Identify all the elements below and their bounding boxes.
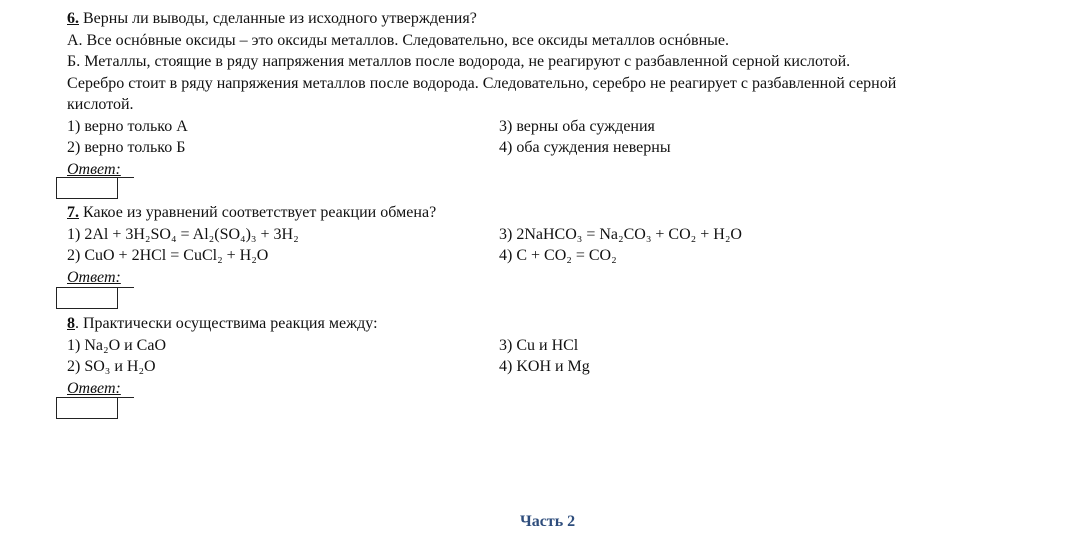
question-7-title: Какое из уравнений соответствует реакции обмена?	[79, 204, 437, 221]
question-8-option-4: 4) KOH и Mg	[499, 358, 590, 375]
question-6-answer-label: Ответ:	[67, 160, 121, 178]
question-8-option-1: 1) Na₂O и CaO	[67, 336, 167, 354]
question-6-title: Верны ли выводы, сделанные из исходного утверждения?	[79, 10, 477, 27]
question-7-answer-label: Ответ:	[67, 268, 121, 286]
question-6	[67, 8, 1047, 180]
question-8	[67, 313, 1047, 399]
question-8-title: . Практически осуществима реакция между:	[75, 315, 378, 332]
question-8-options-row-1	[67, 335, 1047, 357]
question-8-option-2: 2) SO₃ и H₂O	[67, 358, 156, 375]
question-8-option-3: 3) Cu и HCl	[499, 336, 579, 354]
question-6-title-line	[67, 8, 1047, 30]
question-7-option-3: 3) 2NaHCO₃ = Na₂CO₃ + CO₂ + H₂O	[499, 225, 742, 243]
question-6-answer-box[interactable]	[56, 177, 118, 199]
question-7-option-4: 4) C + CO₂ = CO₂	[499, 247, 617, 264]
question-6-statement-b-line1: Б. Металлы, стоящие в ряду напряжения металлов после водорода, не реагируют с разбавленной серной кислотой.	[67, 53, 851, 70]
question-7-options-row-1	[67, 224, 1047, 246]
question-7	[67, 202, 1047, 288]
question-6-option-1: 1) верно только А	[67, 117, 188, 135]
question-6-statement-b-line3: кислотой.	[67, 96, 134, 113]
question-6-statement-b-line2: Серебро стоит в ряду напряжения металлов после водорода. Следовательно, серебро не реагирует с разбавленной серной	[67, 74, 897, 92]
question-8-answer-box[interactable]	[56, 397, 118, 419]
question-7-number: 7.	[67, 204, 79, 221]
question-8-answer-label: Ответ:	[67, 379, 121, 397]
question-6-statement-a: А. Все оснóвные оксиды – это оксиды металлов. Следовательно, все оксиды металлов оснóвные.	[67, 31, 729, 49]
question-6-option-3: 3) верны оба суждения	[499, 117, 655, 135]
question-8-title-line	[67, 313, 1047, 335]
question-7-options-row-2	[67, 245, 1047, 267]
question-6-option-2: 2) верно только Б	[67, 139, 186, 156]
question-8-options-row-2	[67, 356, 1047, 378]
question-6-options-row-2	[67, 137, 1047, 159]
question-7-title-line	[67, 202, 1047, 224]
question-6-option-4: 4) оба суждения неверны	[499, 139, 671, 156]
question-7-option-2: 2) CuO + 2HCl = CuCl₂ + H₂O	[67, 247, 269, 264]
question-6-number: 6.	[67, 10, 79, 27]
question-8-number: 8	[67, 315, 75, 332]
part-2-heading: Часть 2	[520, 513, 576, 530]
question-6-options-row-1	[67, 116, 1047, 138]
question-7-option-1: 1) 2Al + 3H₂SO₄ = Al₂(SO₄)₃ + 3H₂	[67, 225, 299, 243]
question-7-answer-box[interactable]	[56, 287, 118, 309]
